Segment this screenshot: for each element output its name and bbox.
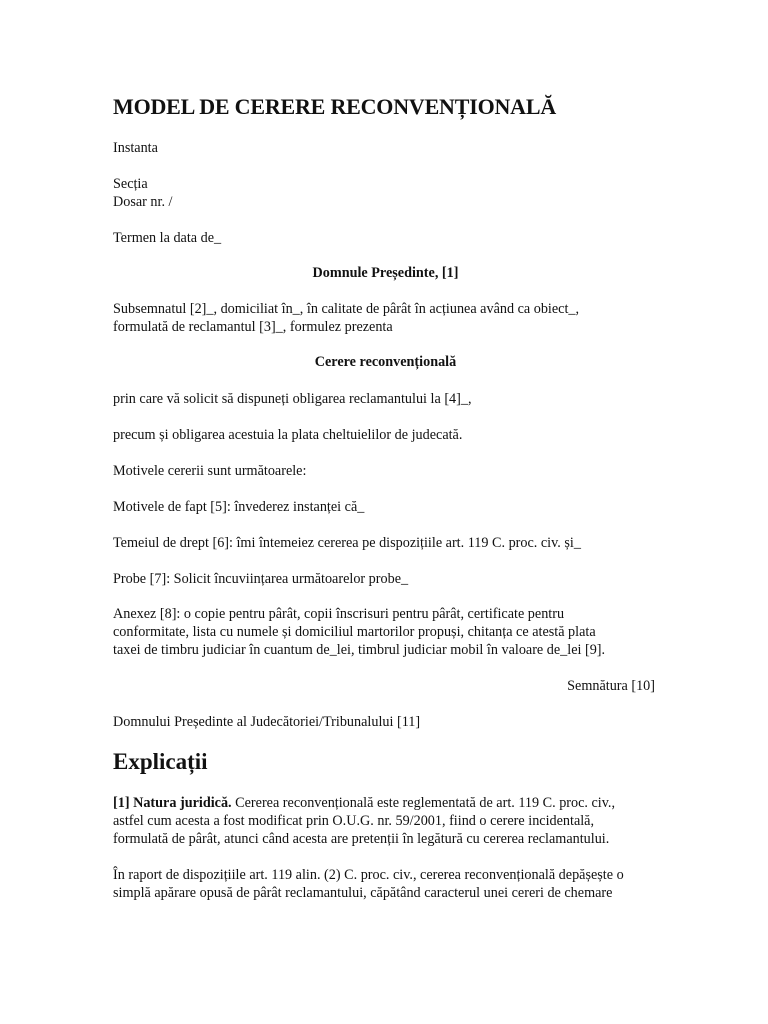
explicatii-paragraph-2 bbox=[113, 866, 661, 902]
motivele-fapt-line: Motivele de fapt [5]: învederez instanței că_ bbox=[113, 499, 365, 515]
cerere-heading: Cerere reconvențională bbox=[314, 354, 457, 370]
subsemnatul-line-2: formulată de reclamantul [3]_, formulez prezenta bbox=[113, 319, 393, 335]
instanta-label: Instanta bbox=[113, 140, 158, 156]
motivele-line: Motivele cererii sunt următoarele: bbox=[113, 463, 307, 479]
subsemnatul-line-1: Subsemnatul [2]_, domiciliat în_, în calitate de pârât în acțiunea având ca obiect_, bbox=[113, 301, 580, 317]
anexez-line-2: conformitate, lista cu numele și domiciliul martorilor propuși, chitanța ce atestă plata bbox=[113, 624, 596, 640]
termen-label: Termen la data de_ bbox=[113, 230, 222, 246]
explicatii-paragraph-1 bbox=[113, 794, 661, 848]
precum-line: precum și obligarea acestuia la plata cheltuielilor de judecată. bbox=[113, 427, 463, 443]
solicit-line: prin care vă solicit să dispuneți obligarea reclamantului la [4]_, bbox=[113, 391, 472, 407]
natura-juridica-label: [1] Natura juridică. bbox=[113, 795, 232, 811]
semnatura-line: Semnătura [10] bbox=[567, 678, 655, 694]
explicatii-p1-line-1-text: Cererea reconvențională este reglementată de art. 119 C. proc. civ., bbox=[231, 795, 616, 811]
explicatii-heading: Explicații bbox=[113, 749, 208, 774]
explicatii-p1-line-3: formulată de pârât, atunci când acesta are pretenții în legătură cu cererea reclamantului. bbox=[113, 831, 610, 847]
document-title: MODEL DE CERERE RECONVENȚIONALĂ bbox=[113, 94, 557, 119]
sectia-label: Secția bbox=[113, 176, 148, 192]
salutation: Domnule Președinte, [1] bbox=[312, 265, 459, 281]
explicatii-p1-line-2: astfel cum acesta a fost modificat prin O.U.G. nr. 59/2001, fiind o cerere incidentală, bbox=[113, 813, 595, 829]
adresare-line: Domnului Președinte al Judecătoriei/Tribunalului [11] bbox=[113, 714, 421, 730]
temeiul-line: Temeiul de drept [6]: îmi întemeiez cererea pe dispozițiile art. 119 C. proc. civ. și_ bbox=[113, 535, 581, 551]
probe-line: Probe [7]: Solicit încuviințarea următoarelor probe_ bbox=[113, 571, 409, 587]
explicatii-p1-line-1 bbox=[113, 794, 661, 812]
explicatii-p2-line-2: simplă apărare opusă de pârât reclamantului, căpătând caracterul unei cereri de chemare bbox=[113, 885, 613, 901]
anexez-line-1: Anexez [8]: o copie pentru pârât, copii înscrisuri pentru pârât, certificate pentru bbox=[113, 606, 565, 622]
explicatii-p2-line-1: În raport de dispozițiile art. 119 alin. (2) C. proc. civ., cererea reconvențională depășește o bbox=[113, 867, 624, 883]
anexez-line-3: taxei de timbru judiciar în cuantum de_lei, timbrul judiciar mobil în valoare de_lei [9]. bbox=[113, 642, 606, 658]
dosar-label: Dosar nr. / bbox=[113, 194, 173, 210]
